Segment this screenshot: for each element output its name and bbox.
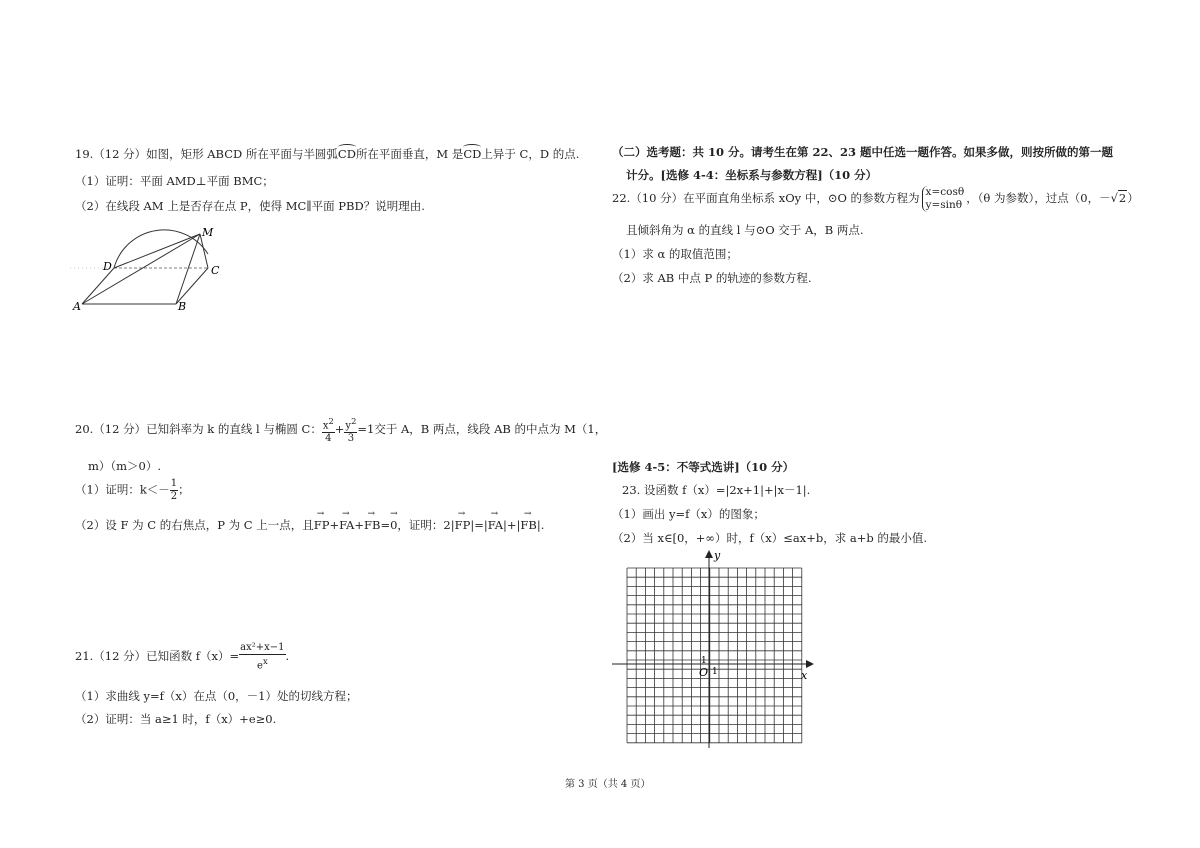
origin-label: O [699, 666, 709, 679]
edge-bc [176, 268, 208, 304]
fx-num: ax²+x−1 [240, 642, 285, 653]
q19-stem-b: 所在平面垂直，M 是 [355, 147, 464, 161]
frac-x2-num [322, 415, 335, 433]
section3-title: [选修 4-5：不等式选讲]（10 分） [612, 460, 795, 474]
label-m: M [202, 226, 214, 239]
x-exp: 2 [328, 416, 334, 426]
q20-number: 20. [75, 422, 94, 437]
edge-am [82, 234, 200, 304]
q23-stem [622, 482, 810, 498]
frac-fx [239, 642, 285, 672]
q22-score: （10 分） [630, 191, 684, 205]
q22-stem-d: 且倾斜角为 α 的直线 l 与⊙O 交于 A，B 两点. [626, 223, 864, 237]
q21-number: 21. [75, 649, 94, 664]
eq-one: =1 [357, 422, 375, 437]
param-system [922, 186, 965, 212]
abs-fp: → FP [455, 518, 471, 532]
y-axis-arrow-icon [705, 550, 713, 558]
q21-stem [75, 642, 289, 672]
q20-stem-b: 交于 A，B 两点，线段 AB 的中点为 M（1， [374, 422, 607, 437]
q19-stem-c: 上异于 C，D 的点. [481, 147, 580, 161]
q20-part1-b: ； [178, 482, 190, 497]
q22-stem-a: 在平面直角坐标系 xOy 中，⊙O 的参数方程为 [683, 191, 920, 205]
q21-score: （12 分） [93, 649, 147, 664]
q23-coordinate-grid [610, 548, 815, 753]
frac-y2-num [344, 415, 357, 433]
q20-stem-a: 已知斜率为 k 的直线 l 与椭圆 C： [146, 422, 322, 437]
y-axis-label: y [714, 549, 721, 562]
vec-fp: → FP [314, 518, 330, 532]
label-b: B [178, 300, 187, 313]
abs-fa: → FA [488, 518, 503, 532]
q20-score: （12 分） [93, 422, 147, 437]
edge-cm [200, 234, 208, 268]
unit-x-label: 1 [712, 667, 718, 677]
q23-number: 23. [622, 483, 641, 497]
sys-x: x=cosθ [925, 186, 965, 198]
section2-line2: 计分。[选修 4-4：坐标系与参数方程]（10 分） [626, 168, 878, 182]
q20-part2: （2）设 F 为 C 的右焦点，P 为 C 上一点，且→ FP+→ FA+→ FB=→ 0，证明：2|→ FP|=|→ FA|+|→ FB|. [75, 517, 544, 533]
q19-stem [75, 146, 579, 162]
frac-half [170, 478, 178, 503]
q22-stem-c: ） [1127, 191, 1139, 205]
label-d: D [103, 260, 112, 273]
x-axis-label: x [801, 669, 808, 682]
x-var: x [322, 420, 329, 432]
vec-zero: → 0 [390, 518, 397, 532]
gridlines [627, 568, 802, 743]
label-a: A [73, 300, 81, 313]
edge-bm [176, 234, 200, 304]
unit-y-label: 1 [701, 656, 707, 666]
e-base: e [257, 660, 263, 672]
q20-part2-a: （2）设 F 为 C 的右焦点，P 为 C 上一点，且 [75, 518, 314, 532]
edge-ad [82, 268, 114, 304]
q22-stem: 22.（10 分）在平面直角坐标系 xOy 中，⊙O 的参数方程为 x=cosθ y=sinθ ，（θ 为参数），过点（0，－√2） [612, 186, 1139, 211]
page-footer: 第 3 页（共 4 页） [565, 779, 651, 790]
vec-fb: → FB [364, 518, 380, 532]
q22-part2: （2）求 AB 中点 P 的轨迹的参数方程. [612, 271, 812, 285]
frac-x2-4 [322, 415, 335, 445]
q20-part1-a: （1）证明：k＜－ [75, 482, 170, 497]
frac-y2-3 [344, 415, 357, 445]
plus-sign: + [334, 422, 345, 437]
abs-fb: → FB [520, 518, 536, 532]
q19-number: 19. [75, 147, 94, 161]
x-axis-arrow-icon [806, 660, 814, 668]
q22-stem-b: ，（θ 为参数），过点（0，－ [966, 191, 1111, 205]
q19-score: （12 分） [93, 147, 147, 161]
q19-arc-cd-2: CD [463, 147, 482, 161]
q20-stem [75, 415, 606, 445]
half-den: 2 [170, 491, 178, 502]
q21-stem-text: 已知函数 f（x）= [146, 649, 240, 664]
q23-part2: （2）当 x∈[0，+∞）时，f（x）≤ax+b，求 a+b 的最小值. [612, 531, 928, 545]
edge-dm [114, 234, 200, 268]
q20-part2-b: ，证明：2 [397, 518, 451, 532]
fx-den [239, 655, 285, 672]
q21-part2: （2）证明：当 a≥1 时，f（x）+e≥0. [75, 712, 277, 726]
q19-arc-cd: CD [337, 147, 356, 161]
frac-3-den: 3 [347, 433, 355, 445]
q22-part1: （1）求 α 的取值范围； [612, 247, 738, 261]
section2-line1: （二）选考题：共 10 分。请考生在第 22、23 题中任选一题作答。如果多做，则按所做的第一题 [612, 145, 1114, 159]
q20-stem-c: m）（m＞0）. [88, 459, 162, 473]
q23-part1: （1）画出 y=f（x）的图象； [612, 507, 765, 521]
q23-stem-text: 设函数 f（x）=|2x+1|+|x－1|. [643, 483, 811, 497]
q20-part1 [75, 478, 190, 503]
e-exp: x [262, 656, 268, 666]
q21-end: . [285, 649, 290, 664]
q21-part1: （1）求曲线 y=f（x）在点（0，－1）处的切线方程； [75, 689, 358, 703]
label-c: C [211, 264, 220, 277]
q19-part2: （2）在线段 AM 上是否存在点 P，使得 MC∥平面 PBD？说明理由. [75, 199, 425, 213]
q20-part2-c: . [540, 518, 545, 532]
y-exp: 2 [351, 416, 357, 426]
frac-4-den: 4 [325, 433, 332, 445]
half-num: 1 [170, 478, 178, 489]
q19-figure [70, 212, 230, 317]
q19-part1: （1）证明：平面 AMD⊥平面 BMC； [75, 174, 274, 188]
sys-y: y=sinθ [925, 199, 963, 211]
sqrt-value: 2 [1118, 191, 1127, 205]
y-var: y [345, 420, 352, 432]
q22-number: 22. [612, 191, 631, 205]
vec-fa: → FA [339, 518, 354, 532]
q19-stem-a: 如图，矩形 ABCD 所在平面与半圆弧 [146, 147, 338, 161]
